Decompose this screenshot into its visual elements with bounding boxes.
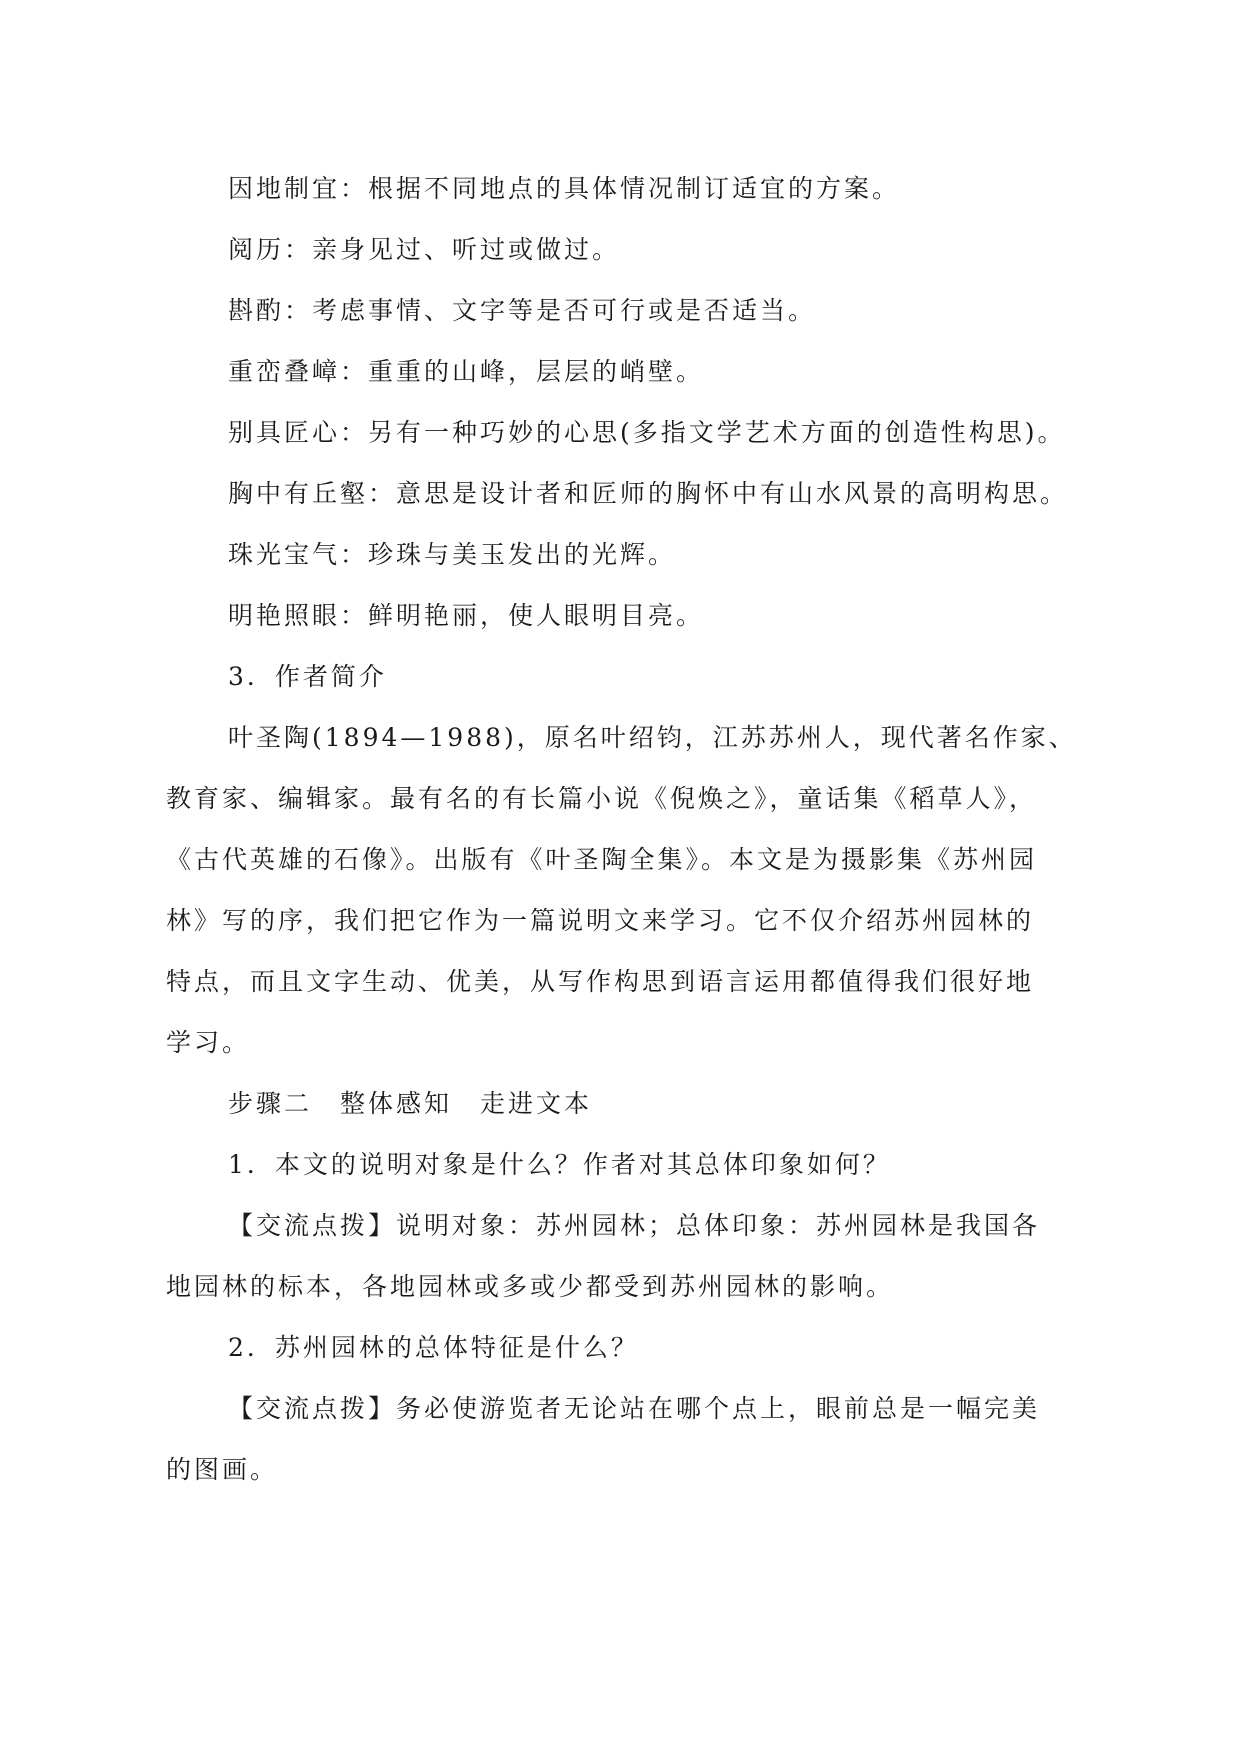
paragraph-line-author-3: 《古代英雄的石像》。出版有《叶圣陶全集》。本文是为摄影集《苏州园 <box>166 845 1038 874</box>
question-line-2: 2．苏州园林的总体特征是什么？ <box>228 1333 639 1362</box>
answer-line-2a: 【交流点拨】务必使游览者无论站在哪个点上，眼前总是一幅完美 <box>228 1394 1041 1423</box>
paragraph-line-author-4: 林》写的序，我们把它作为一篇说明文来学习。它不仅介绍苏州园林的 <box>166 906 1035 935</box>
paragraph-line-author-2: 教育家、编辑家。最有名的有长篇小说《倪焕之》，童话集《稻草人》， <box>166 784 1038 813</box>
answer-line-1a: 【交流点拨】说明对象：苏州园林；总体印象：苏州园林是我国各 <box>228 1211 1041 1240</box>
paragraph-line-author-1: 叶圣陶(1894—1988)，原名叶绍钧，江苏苏州人，现代著名作家、 <box>228 723 1077 752</box>
document-body <box>166 158 1080 1500</box>
answer-line-2b: 的图画。 <box>166 1455 279 1484</box>
paragraph-line-vocab-yueli: 阅历：亲身见过、听过或做过。 <box>228 235 621 264</box>
paragraph-line-vocab-mingyanzhaoyan: 明艳照眼：鲜明艳丽，使人眼明目亮。 <box>228 601 705 630</box>
paragraph-line-vocab-zhuguangbaoqi: 珠光宝气：珍珠与美玉发出的光辉。 <box>228 540 677 569</box>
paragraph-line-vocab-biejujiangxin: 别具匠心：另有一种巧妙的心思(多指文学艺术方面的创造性构思)。 <box>228 418 1066 447</box>
section-heading-author-intro: 3．作者简介 <box>228 662 387 691</box>
paragraph-line-vocab-xiongzhongyouqiuhe: 胸中有丘壑：意思是设计者和匠师的胸怀中有山水风景的高明构思。 <box>228 479 1069 508</box>
paragraph-line-author-6: 学习。 <box>166 1028 251 1057</box>
question-line-1: 1．本文的说明对象是什么？作者对其总体印象如何？ <box>228 1150 891 1179</box>
paragraph-line-author-5: 特点，而且文字生动、优美，从写作构思到语言运用都值得我们很好地 <box>166 967 1035 996</box>
paragraph-line-vocab-chongluandiezhang: 重峦叠嶂：重重的山峰，层层的峭壁。 <box>228 357 705 386</box>
paragraph-line-vocab-zhenzhuo: 斟酌：考虑事情、文字等是否可行或是否适当。 <box>228 296 817 325</box>
paragraph-line-vocab-yindizhiyi: 因地制宜：根据不同地点的具体情况制订适宜的方案。 <box>228 174 901 203</box>
answer-line-1b: 地园林的标本，各地园林或多或少都受到苏州园林的影响。 <box>166 1272 895 1301</box>
section-heading-step-two: 步骤二 整体感知 走进文本 <box>228 1089 593 1118</box>
